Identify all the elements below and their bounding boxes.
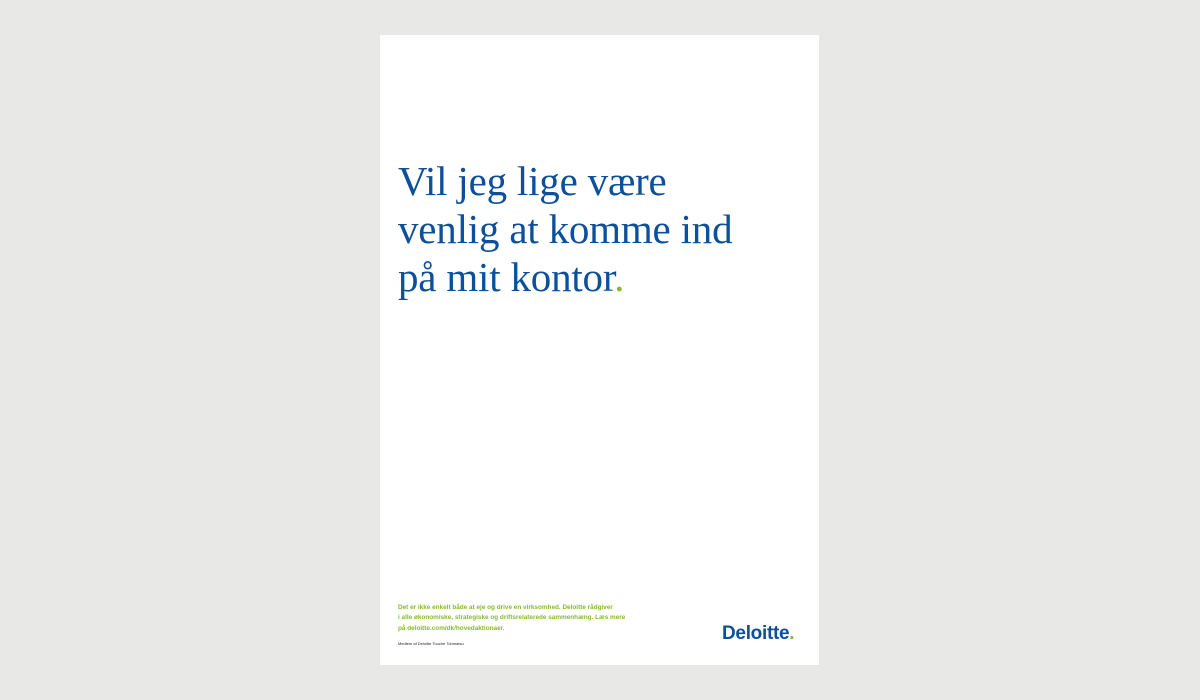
headline-line-2: venlig at komme ind (398, 206, 733, 252)
headline (398, 157, 808, 301)
body-copy-line-3: på deloitte.com/dk/hovedaktionaer. (398, 624, 505, 632)
deloitte-logo (722, 623, 794, 645)
headline-green-dot: . (614, 254, 625, 300)
logo-green-dot: . (789, 623, 795, 644)
headline-line-3-text: på mit kontor (398, 254, 615, 300)
body-copy (398, 603, 698, 634)
poster (380, 35, 819, 665)
member-note: Medlem af Deloitte Touche Tohmatsu (398, 641, 464, 646)
headline-line-1: Vil jeg lige være (398, 158, 667, 204)
body-copy-line-1: Det er ikke enkelt både at eje og drive en virksomhed. Deloitte rådgiver (398, 604, 613, 611)
logo-wordmark: Deloitte (722, 623, 790, 644)
headline-line-3 (398, 253, 808, 301)
body-copy-line-2: i alle økonomiske, strategiske og driftsrelaterede sammenhæng. Læs mere (398, 614, 626, 622)
